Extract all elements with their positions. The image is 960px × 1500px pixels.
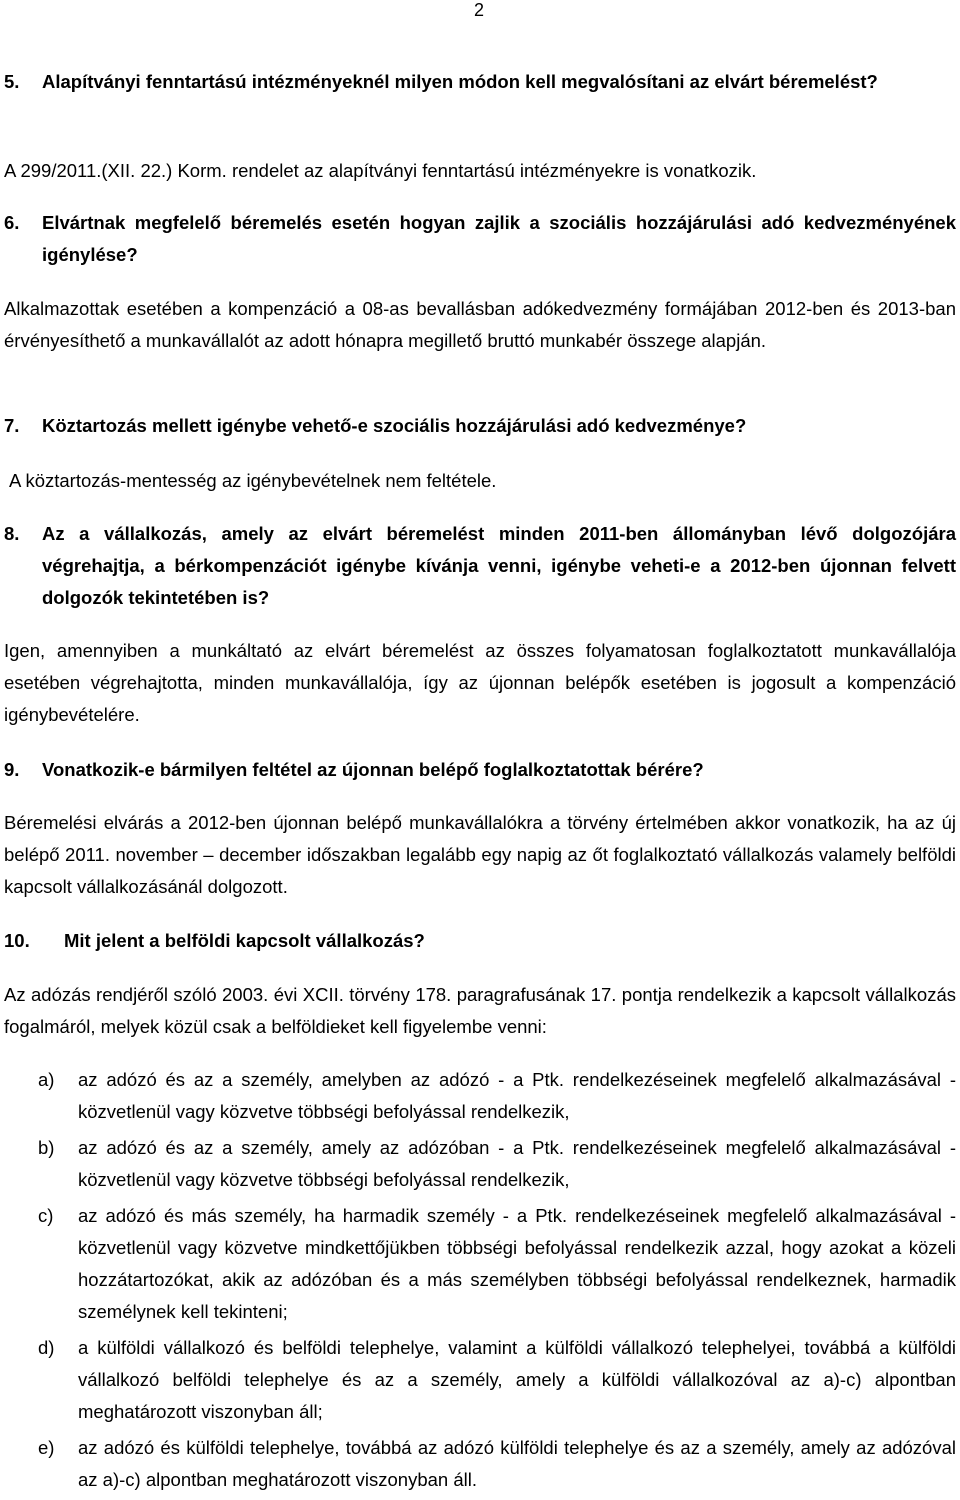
list-item-text: a külföldi vállalkozó és belföldi telephelye, valamint a külföldi vállalkozó telephelyei, továbbá a külföldi vállalkozó belföldi telephelye és az a személy, amely a külföldi vállalkozóval az a)-c) alpontban meghatározott viszonyban áll; [78, 1337, 956, 1422]
list-item [4, 1132, 956, 1196]
section-10 [4, 925, 956, 957]
question-6 [4, 207, 956, 271]
question-number: 7. [4, 415, 20, 436]
list-item-text: az adózó és az a személy, amelyben az adózó - a Ptk. rendelkezéseinek megfelelő alkalmazásával - közvetlenül vagy közvetve többségi befolyással rendelkezik, [78, 1069, 956, 1122]
section-6 [4, 207, 956, 271]
question-text: Vonatkozik-e bármilyen feltétel az újonnan belépő foglalkoztatottak bérére? [42, 759, 704, 780]
answer-5: A 299/2011.(XII. 22.) Korm. rendelet az alapítványi fenntartású intézményekre is vonatkozik. [4, 160, 757, 181]
list-item-text: az adózó és az a személy, amely az adózóban - a Ptk. rendelkezéseinek megfelelő alkalmazásával - közvetlenül vagy közvetve többségi befolyással rendelkezik, [78, 1137, 956, 1190]
section-9 [4, 754, 956, 786]
answer-6: Alkalmazottak esetében a kompenzáció a 08-as bevallásban adókedvezmény formájában 2012-ben és 2013-ban érvényesíthető a munkavállalót az adott hónapra megillető bruttó munkabér összege alapján. [4, 298, 956, 351]
question-10 [4, 925, 956, 957]
list-item-label: e) [38, 1437, 55, 1458]
question-text: Mit jelent a belföldi kapcsolt vállalkozás? [64, 930, 425, 951]
list-item-label: b) [38, 1137, 55, 1158]
question-text: Alapítványi fenntartású intézményeknél milyen módon kell megvalósítani az elvárt béremelést? [42, 71, 878, 92]
answer-8: Igen, amennyiben a munkáltató az elvárt béremelést az összes folyamatosan foglalkoztatott munkavállalója esetében végrehajtotta, minden munkavállalója, így az újonnan belépők esetében is jogosult a kompenzáció igénybevételére. [4, 640, 956, 725]
answer-10: Az adózás rendjéről szóló 2003. évi XCII. törvény 178. paragrafusának 17. pontja rendelkezik a kapcsolt vállalkozás fogalmáról, melyek közül csak a belföldieket kell figyelembe venni: [4, 984, 956, 1037]
answer-9: Béremelési elvárás a 2012-ben újonnan belépő munkavállalókra a törvény értelmében akkor vonatkozik, ha az új belépő 2011. november – december időszakban legalább egy napig az őt foglalkoztató vállalkozás valamely belföldi kapcsolt vállalkozásánál dolgozott. [4, 812, 956, 897]
definition-list [4, 1064, 956, 1500]
question-number: 6. [4, 212, 20, 233]
question-5 [4, 66, 956, 98]
question-text: Az a vállalkozás, amely az elvárt béremelést minden 2011-ben állományban lévő dolgozójára végrehajtja, a bérkompenzációt igénybe kívánja venni, igénybe veheti-e a 2012-ben újonnan felvett dolgozók tekintetében is? [42, 523, 956, 608]
question-number: 9. [4, 759, 20, 780]
list-item [4, 1332, 956, 1428]
section-8 [4, 518, 956, 614]
question-number: 10. [4, 930, 30, 951]
list-item [4, 1064, 956, 1128]
question-8 [4, 518, 956, 614]
list-item [4, 1432, 956, 1496]
question-9 [4, 754, 956, 786]
section-5 [4, 66, 956, 98]
question-7 [4, 410, 956, 442]
list-item-text: az adózó és külföldi telephelye, továbbá az adózó külföldi telephelye és az a személy, amely az adózóval az a)-c) alpontban meghatározott viszonyban áll. [78, 1437, 956, 1490]
question-number: 5. [4, 71, 20, 92]
list-item [4, 1200, 956, 1328]
section-7 [4, 410, 956, 442]
list-item-text: az adózó és más személy, ha harmadik személy - a Ptk. rendelkezéseinek megfelelő alkalmazásával - közvetlenül vagy közvetve mindkettőjükben többségi befolyással rendelkezik azzal, hogy azokat a közeli hozzátartozókat, akik az adózóban és a más személyben többségi befolyással rendelkeznek, harmadik személynek kell tekinteni; [78, 1205, 956, 1322]
question-text: Elvártnak megfelelő béremelés esetén hogyan zajlik a szociális hozzájárulási adó kedvezményének igénylése? [42, 212, 956, 265]
question-number: 8. [4, 523, 20, 544]
list-item-label: c) [38, 1205, 54, 1226]
list-item-label: d) [38, 1337, 55, 1358]
question-text: Köztartozás mellett igénybe vehető-e szociális hozzájárulási adó kedvezménye? [42, 415, 747, 436]
answer-7: A köztartozás-mentesség az igénybevételnek nem feltétele. [9, 470, 497, 491]
page-number: 2 [474, 0, 485, 20]
list-item-label: a) [38, 1069, 55, 1090]
